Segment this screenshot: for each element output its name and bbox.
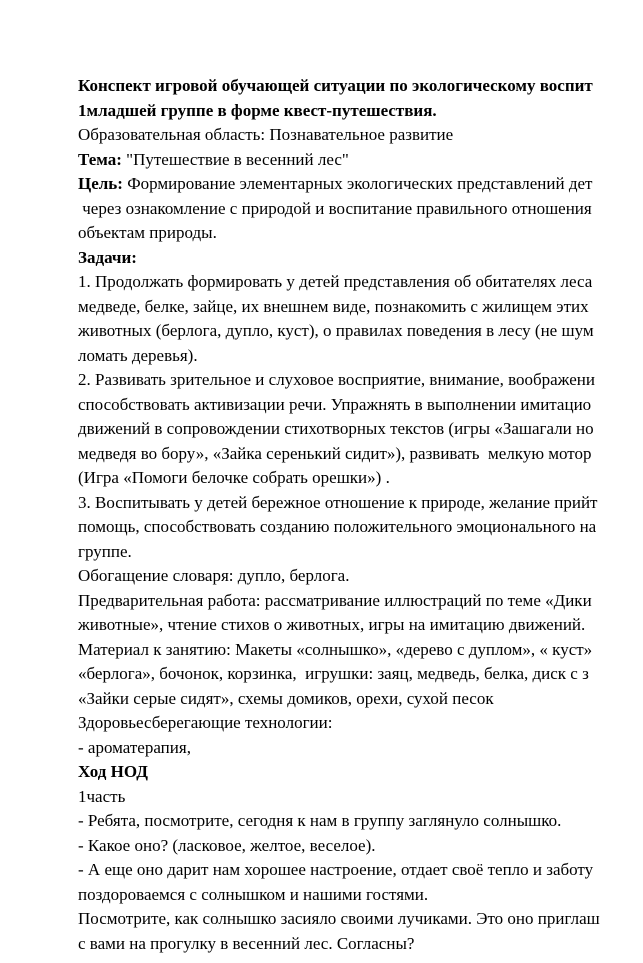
task-line: способствовать активизации речи. Упражнять в выполнении имитацио [78, 394, 592, 414]
course-line: - Ребята, посмотрите, сегодня к нам в группу заглянуло солнышко. [78, 811, 562, 830]
task-line: медведе, белке, зайце, их внешнем виде, познакомить с жилищем этих [78, 296, 589, 316]
theme-line [78, 148, 643, 173]
task-line: (Игра «Помоги белочке собрать орешки») . [78, 468, 390, 487]
title-line-2: 1младшей группе в форме квест-путешествия. [78, 100, 437, 120]
task-line: движений в сопровождении стихотворных текстов (игры «Зашагали но [78, 419, 594, 438]
info-line: «берлога», бочонок, корзинка, игрушки: заяц, медведь, белка, диск с з [78, 664, 589, 683]
course-line: - Какое оно? (ласковое, желтое, веселое). [78, 835, 376, 855]
task-line: животных (берлога, дупло, куст), о правилах поведения в лесу (не шум [78, 321, 594, 340]
theme-label: Тема: [78, 149, 122, 169]
title-line-1: Конспект игровой обучающей ситуации по экологическому воспит [78, 76, 593, 95]
task-line: 2. Развивать зрительное и слуховое восприятие, внимание, воображени [78, 370, 595, 389]
task-line: медведя во бору», «Зайка серенький сидит»), развивать мелкую мотор [78, 443, 592, 463]
task-line: ломать деревья). [78, 345, 198, 365]
info-line: «Зайки серые сидят», схемы домиков, орехи, сухой песок [78, 688, 494, 708]
course-line: с вами на прогулку в весенний лес. Согласны? [78, 933, 415, 953]
goal-line-1 [78, 172, 643, 197]
info-line: Здоровьесберегающие технологии: [78, 713, 333, 732]
info-line: - ароматерапия, [78, 737, 191, 757]
task-line: 3. Воспитывать у детей бережное отношение к природе, желание прийт [78, 492, 598, 512]
task-line: группе. [78, 541, 132, 561]
tasks-heading: Задачи: [78, 247, 137, 267]
educational-area: Образовательная область: Познавательное развитие [78, 125, 454, 144]
goal-text: Формирование элементарных экологических представлений дет [122, 174, 593, 193]
info-line: Предварительная работа: рассматривание иллюстраций по теме «Дики [78, 590, 592, 610]
goal-label: Цель: [78, 174, 123, 193]
info-line: животные», чтение стихов о животных, игры на имитацию движений. [78, 615, 586, 634]
course-line: 1часть [78, 786, 126, 806]
course-line: поздороваемся с солнышком и нашими гостями. [78, 884, 429, 904]
course-heading: Ход НОД [78, 762, 148, 781]
goal-line-2: через ознакомление с природой и воспитание правильного отношения [78, 198, 592, 218]
theme-value: "Путешествие в весенний лес" [121, 149, 349, 169]
task-line: 1. Продолжать формировать у детей представления об обитателях леса [78, 272, 593, 291]
task-line: помощь, способствовать созданию положительного эмоционального на [78, 517, 597, 536]
info-line: Материал к занятию: Макеты «солнышко», «дерево с дуплом», « куст» [78, 639, 593, 659]
info-line: Обогащение словаря: дупло, берлога. [78, 566, 350, 585]
document-body [78, 74, 643, 956]
course-line: - А еще оно дарит нам хорошее настроение, отдает своё тепло и заботу [78, 860, 594, 879]
course-line: Посмотрите, как солнышко засияло своими лучиками. Это оно приглаш [78, 909, 600, 928]
goal-line-3: объектам природы. [78, 223, 217, 242]
